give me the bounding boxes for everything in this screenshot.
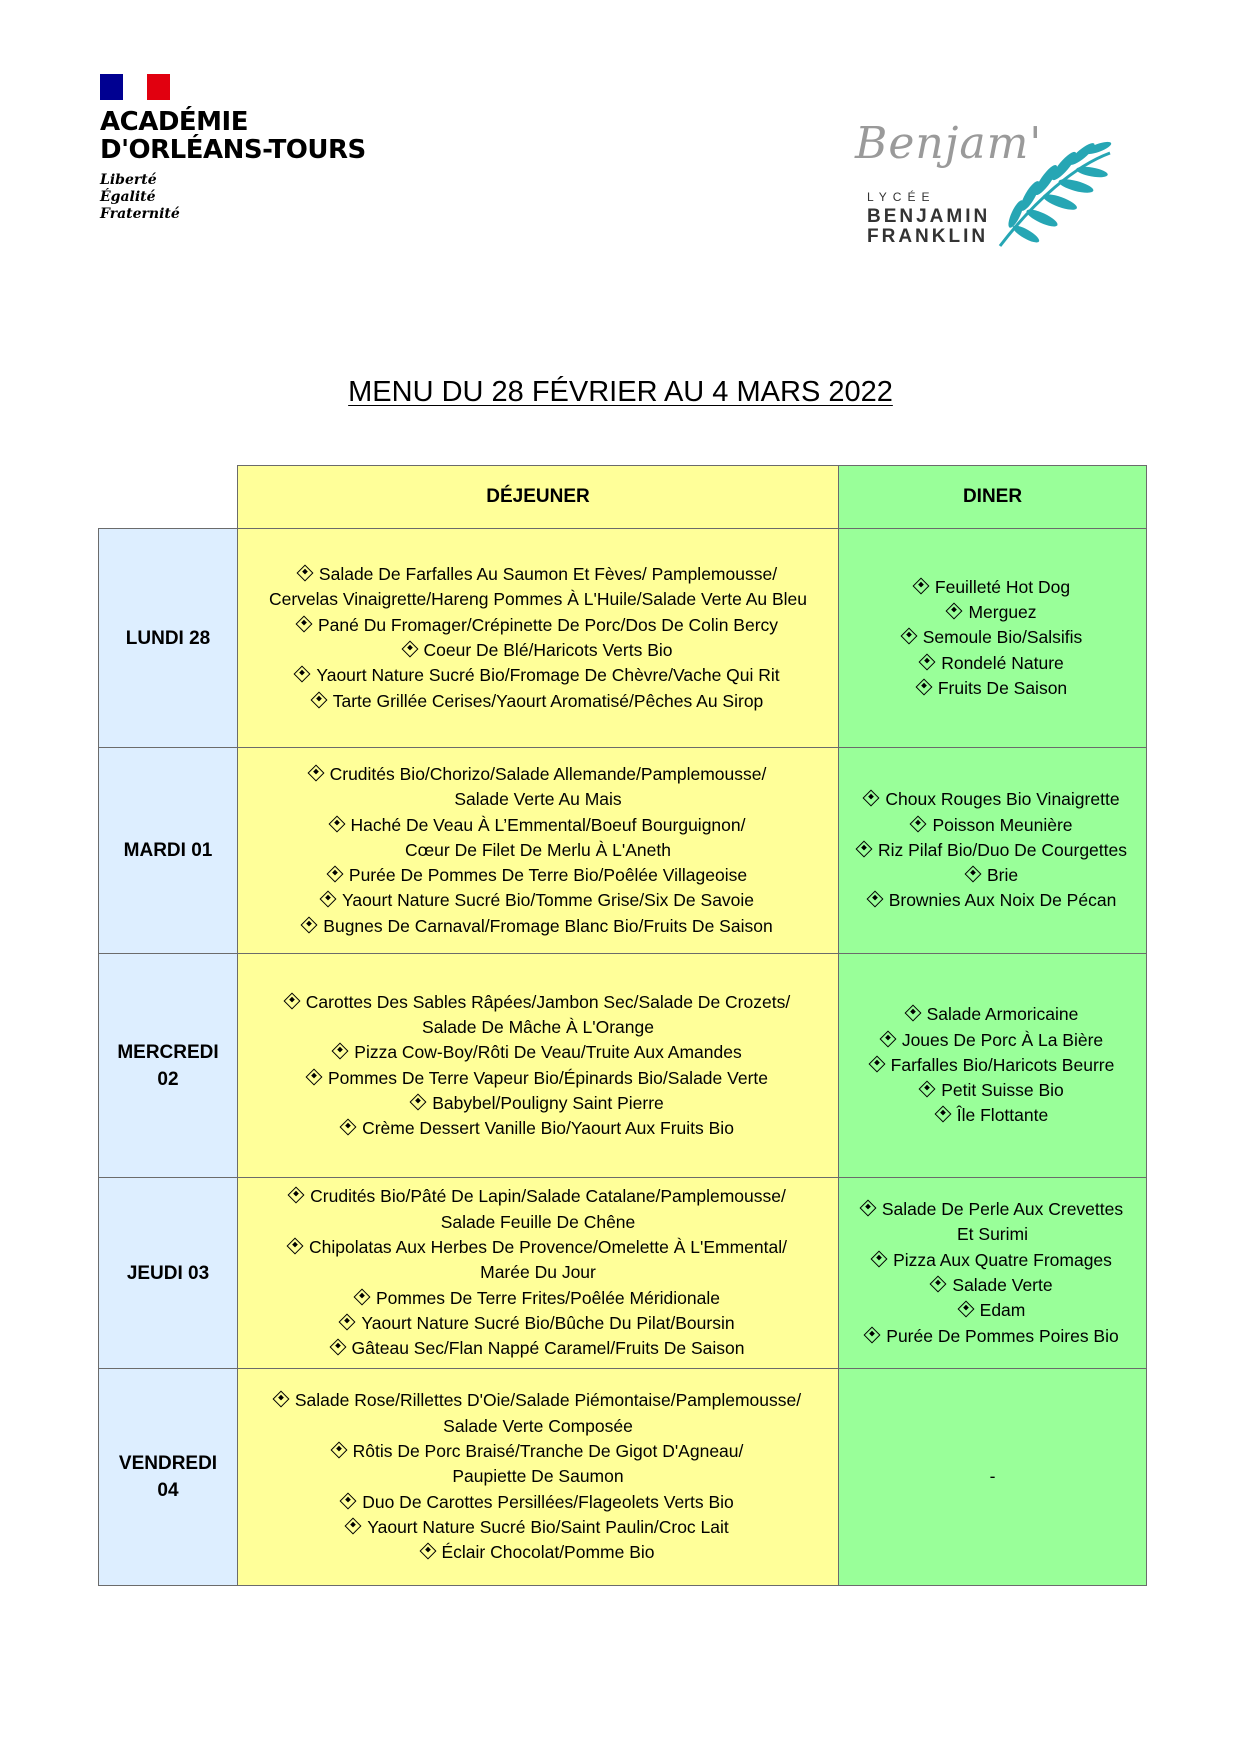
menu-item-line — [238, 1464, 838, 1489]
dinner-header: DINER — [839, 466, 1147, 529]
menu-item-line — [839, 813, 1146, 838]
day-cell — [99, 954, 238, 1178]
menu-item-line — [839, 838, 1146, 863]
lunch-cell — [238, 954, 839, 1178]
menu-item-line — [238, 1388, 838, 1413]
day-label: MARDI 01 — [123, 840, 213, 861]
menu-item-line — [238, 990, 838, 1015]
menu-item-text: Salade Armoricaine — [926, 1004, 1079, 1025]
menu-item-text: Yaourt Nature Sucré Bio/Saint Paulin/Croc Lait — [367, 1516, 729, 1537]
menu-item-text: Brownies Aux Noix De Pécan — [888, 890, 1117, 911]
diamond-bullet-icon — [340, 1492, 357, 1509]
menu-item-text: Éclair Chocolat/Pomme Bio — [441, 1542, 655, 1563]
menu-item-line — [238, 1414, 838, 1439]
menu-item-text: Et Surimi — [957, 1224, 1028, 1245]
diamond-bullet-icon — [879, 1030, 896, 1047]
diamond-bullet-icon — [919, 653, 936, 670]
diamond-bullet-icon — [856, 840, 873, 857]
menu-item-line — [238, 1091, 838, 1116]
menu-item-text: Cœur De Filet De Merlu À L'Aneth — [405, 839, 671, 860]
menu-item-line — [238, 689, 838, 714]
menu-item-text: Merguez — [968, 602, 1037, 623]
lunch-cell — [238, 1178, 839, 1369]
menu-item-text: Coeur De Blé/Haricots Verts Bio — [423, 640, 673, 660]
diamond-bullet-icon — [286, 1238, 303, 1255]
school-script-logo: Benjam' — [855, 118, 1043, 169]
diamond-bullet-icon — [354, 1288, 371, 1305]
motto-liberte: Liberté — [100, 172, 157, 188]
dinner-cell — [839, 529, 1147, 748]
day-cell — [99, 1369, 238, 1586]
menu-item-line — [238, 1515, 838, 1540]
menu-item-line — [839, 1053, 1146, 1078]
menu-item-line — [238, 587, 838, 612]
diamond-bullet-icon — [288, 1187, 305, 1204]
diamond-bullet-icon — [326, 866, 343, 883]
diamond-bullet-icon — [957, 1301, 974, 1318]
diamond-bullet-icon — [900, 628, 917, 645]
menu-item-line — [839, 1464, 1146, 1489]
menu-title: MENU DU 28 FÉVRIER AU 4 MARS 2022 — [348, 376, 893, 408]
menu-item-line — [238, 1040, 838, 1065]
menu-item-line — [839, 1197, 1146, 1222]
menu-item-text: Bugnes De Carnaval/Fromage Blanc Bio/Fruits De Saison — [323, 915, 773, 936]
menu-item-text: Purée De Pommes De Terre Bio/Poêlée Villageoise — [348, 865, 748, 886]
menu-item-line — [238, 762, 838, 787]
diamond-bullet-icon — [328, 815, 345, 832]
menu-item-text: Pizza Cow-Boy/Rôti De Veau/Truite Aux Amandes — [354, 1042, 742, 1063]
diamond-bullet-icon — [272, 1391, 289, 1408]
menu-row — [99, 1369, 1147, 1586]
menu-item-line — [238, 1439, 838, 1464]
menu-item-text: Gâteau Sec/Flan Nappé Caramel/Fruits De Saison — [351, 1338, 745, 1359]
diamond-bullet-icon — [912, 577, 929, 594]
menu-item-text: Chipolatas Aux Herbes De Provence/Omelette À L'Emmental/ — [308, 1237, 787, 1258]
school-logo — [855, 118, 1115, 258]
menu-item-line — [238, 863, 838, 888]
diamond-bullet-icon — [330, 1442, 347, 1459]
menu-item-text: Duo De Carottes Persillées/Flageolets Verts Bio — [362, 1491, 734, 1512]
diamond-bullet-icon — [871, 1250, 888, 1267]
diamond-bullet-icon — [919, 1081, 936, 1098]
menu-item-line — [839, 1248, 1146, 1273]
day-label: 02 — [157, 1068, 179, 1090]
school-type: LYCÉE — [867, 190, 936, 204]
menu-item-line — [238, 838, 838, 863]
academy-line-1: ACADÉMIE — [100, 107, 248, 137]
menu-item-text: Paupiette De Saumon — [452, 1466, 624, 1487]
menu-item-line — [839, 651, 1146, 676]
academy-name — [100, 108, 366, 164]
menu-item-line — [839, 676, 1146, 701]
diamond-bullet-icon — [295, 615, 312, 632]
menu-item-text: Poisson Meunière — [932, 814, 1073, 835]
lunch-cell — [238, 529, 839, 748]
menu-item-text: Rondelé Nature — [941, 652, 1064, 673]
diamond-bullet-icon — [296, 565, 313, 582]
menu-item-line — [839, 1222, 1146, 1247]
menu-item-text: Salade Rose/Rillettes D'Oie/Salade Piémontaise/Pamplemousse/ — [294, 1390, 802, 1411]
lunch-cell — [238, 1369, 839, 1586]
menu-item-text: Petit Suisse Bio — [941, 1080, 1064, 1101]
diamond-bullet-icon — [339, 1313, 356, 1330]
menu-item-text: Pommes De Terre Vapeur Bio/Épinards Bio/Salade Verte — [327, 1067, 768, 1088]
menu-item-text: Crudités Bio/Chorizo/Salade Allemande/Pamplemousse/ — [329, 763, 767, 784]
menu-item-line — [839, 787, 1146, 812]
menu-item-text: - — [989, 1466, 996, 1487]
diamond-bullet-icon — [868, 1055, 885, 1072]
dinner-cell — [839, 1178, 1147, 1369]
menu-row — [99, 1178, 1147, 1369]
diamond-bullet-icon — [294, 666, 311, 683]
menu-item-text: Haché De Veau À L’Emmental/Boeuf Bourguignon/ — [350, 814, 746, 835]
diamond-bullet-icon — [866, 891, 883, 908]
menu-item-line — [839, 888, 1146, 913]
menu-item-line — [839, 1324, 1146, 1349]
day-cell — [99, 1178, 238, 1369]
diamond-bullet-icon — [401, 641, 418, 658]
diamond-bullet-icon — [319, 891, 336, 908]
menu-item-text: Pizza Aux Quatre Fromages — [893, 1249, 1112, 1270]
menu-item-text: Babybel/Pouligny Saint Pierre — [432, 1092, 664, 1113]
diamond-bullet-icon — [904, 1005, 921, 1022]
menu-item-text: Salade Verte Composée — [443, 1415, 633, 1436]
menu-item-text: Choux Rouges Bio Vinaigrette — [885, 789, 1120, 810]
dinner-cell — [839, 954, 1147, 1178]
diamond-bullet-icon — [345, 1517, 362, 1534]
diamond-bullet-icon — [301, 916, 318, 933]
menu-item-line — [238, 914, 838, 939]
menu-item-line — [238, 813, 838, 838]
french-flag-icon — [100, 74, 170, 100]
menu-item-text: Salade De Farfalles Au Saumon Et Fèves/ Pamplemousse/ — [318, 564, 778, 585]
menu-table — [98, 465, 1147, 1586]
menu-item-line — [238, 1286, 838, 1311]
dinner-cell — [839, 1369, 1147, 1586]
motto-fraternite: Fraternité — [100, 206, 180, 222]
menu-item-line — [238, 663, 838, 688]
menu-item-text: Salade Verte — [952, 1275, 1053, 1295]
menu-item-line — [839, 575, 1146, 600]
day-label: 04 — [157, 1480, 179, 1501]
menu-item-line — [238, 638, 838, 663]
diamond-bullet-icon — [859, 1200, 876, 1217]
motto-egalite: Égalité — [100, 189, 156, 205]
menu-item-line — [839, 1028, 1146, 1053]
school-name-line-2: FRANKLIN — [867, 226, 989, 247]
corner-cell — [99, 466, 238, 529]
menu-item-line — [238, 1015, 838, 1040]
menu-item-text: Fruits De Saison — [937, 677, 1068, 698]
menu-item-line — [238, 1540, 838, 1565]
diamond-bullet-icon — [307, 764, 324, 781]
diamond-bullet-icon — [310, 691, 327, 708]
dinner-cell — [839, 748, 1147, 954]
school-name-line-1: BENJAMIN — [867, 206, 991, 227]
menu-row — [99, 529, 1147, 748]
menu-item-text: Crudités Bio/Pâté De Lapin/Salade Catalane/Pamplemousse/ — [310, 1186, 786, 1207]
menu-item-text: Rôtis De Porc Braisé/Tranche De Gigot D'Agneau/ — [352, 1441, 744, 1462]
diamond-bullet-icon — [864, 1326, 881, 1343]
lunch-header: DÉJEUNER — [238, 466, 839, 529]
menu-item-line — [839, 1103, 1146, 1128]
menu-header-row — [99, 466, 1147, 529]
menu-item-text: Marée Du Jour — [480, 1262, 596, 1283]
menu-item-text: Yaourt Nature Sucré Bio/Tomme Grise/Six De Savoie — [341, 890, 755, 911]
diamond-bullet-icon — [915, 678, 932, 695]
diamond-bullet-icon — [419, 1543, 436, 1560]
menu-item-text: Crème Dessert Vanille Bio/Yaourt Aux Fruits Bio — [362, 1118, 734, 1139]
diamond-bullet-icon — [946, 603, 963, 620]
menu-item-text: Cervelas Vinaigrette/Hareng Pommes À L'Huile/Salade Verte Au Bleu — [268, 589, 808, 610]
menu-item-line — [238, 787, 838, 812]
diamond-bullet-icon — [863, 790, 880, 807]
day-label: MERCREDI — [117, 1041, 219, 1063]
diamond-bullet-icon — [283, 992, 300, 1009]
menu-item-text: Semoule Bio/Salsifis — [922, 627, 1083, 648]
academy-line-2: D'ORLÉANS-TOURS — [100, 135, 366, 165]
diamond-bullet-icon — [329, 1339, 346, 1356]
lunch-cell — [238, 748, 839, 954]
menu-item-text: Riz Pilaf Bio/Duo De Courgettes — [878, 839, 1127, 860]
day-cell — [99, 748, 238, 954]
diamond-bullet-icon — [340, 1119, 357, 1136]
diamond-bullet-icon — [930, 1276, 947, 1293]
menu-item-line — [839, 1078, 1146, 1103]
menu-item-text: Salade De Perle Aux Crevettes — [881, 1199, 1124, 1220]
menu-item-text: Purée De Pommes Poires Bio — [886, 1325, 1119, 1346]
menu-item-line — [238, 1066, 838, 1091]
menu-item-line — [839, 863, 1146, 888]
republic-motto — [100, 172, 366, 223]
menu-row — [99, 748, 1147, 954]
academie-logo — [100, 74, 366, 223]
day-cell — [99, 529, 238, 748]
menu-item-line — [238, 1210, 838, 1235]
menu-item-line — [238, 613, 838, 638]
menu-item-text: Joues De Porc À La Bière — [901, 1029, 1104, 1050]
menu-item-line — [839, 1002, 1146, 1027]
menu-item-line — [238, 1184, 838, 1209]
menu-item-text: Pommes De Terre Frites/Poêlée Méridionale — [376, 1287, 720, 1308]
menu-item-line — [238, 1260, 838, 1285]
menu-item-line — [839, 1273, 1146, 1298]
menu-item-line — [238, 1116, 838, 1141]
diamond-bullet-icon — [305, 1068, 322, 1085]
menu-item-line — [839, 600, 1146, 625]
menu-item-text: Feuilleté Hot Dog — [934, 576, 1071, 597]
menu-item-text: Île Flottante — [956, 1105, 1049, 1126]
diamond-bullet-icon — [910, 815, 927, 832]
day-label: LUNDI 28 — [125, 627, 211, 649]
diamond-bullet-icon — [332, 1043, 349, 1060]
menu-item-line — [238, 888, 838, 913]
menu-item-line — [238, 1490, 838, 1515]
diamond-bullet-icon — [410, 1093, 427, 1110]
menu-item-line — [839, 625, 1146, 650]
menu-item-text: Brie — [986, 865, 1019, 886]
menu-item-line — [839, 1298, 1146, 1323]
diamond-bullet-icon — [934, 1106, 951, 1123]
menu-item-text: Farfalles Bio/Haricots Beurre — [890, 1054, 1115, 1075]
menu-item-text: Pané Du Fromager/Crépinette De Porc/Dos De Colin Bercy — [317, 614, 779, 635]
menu-item-line — [238, 1336, 838, 1361]
day-label: JEUDI 03 — [126, 1262, 210, 1284]
menu-item-text: Salade Feuille De Chêne — [440, 1211, 636, 1232]
menu-item-text: Salade De Mâche À L'Orange — [422, 1016, 654, 1037]
menu-item-text: Yaourt Nature Sucré Bio/Fromage De Chèvre/Vache Qui Rit — [316, 665, 780, 686]
menu-item-text: Yaourt Nature Sucré Bio/Bûche Du Pilat/Boursin — [361, 1312, 735, 1333]
menu-item-text: Tarte Grillée Cerises/Yaourt Aromatisé/Pêches Au Sirop — [332, 690, 764, 711]
menu-item-line — [238, 1235, 838, 1260]
menu-item-text: Carottes Des Sables Râpées/Jambon Sec/Salade De Crozets/ — [305, 991, 791, 1012]
menu-row — [99, 954, 1147, 1178]
menu-item-text: Salade Verte Au Mais — [454, 789, 622, 810]
day-label: VENDREDI — [118, 1453, 218, 1474]
menu-item-line — [238, 1311, 838, 1336]
menu-item-line — [238, 562, 838, 587]
menu-item-text: Edam — [979, 1300, 1026, 1321]
diamond-bullet-icon — [964, 866, 981, 883]
